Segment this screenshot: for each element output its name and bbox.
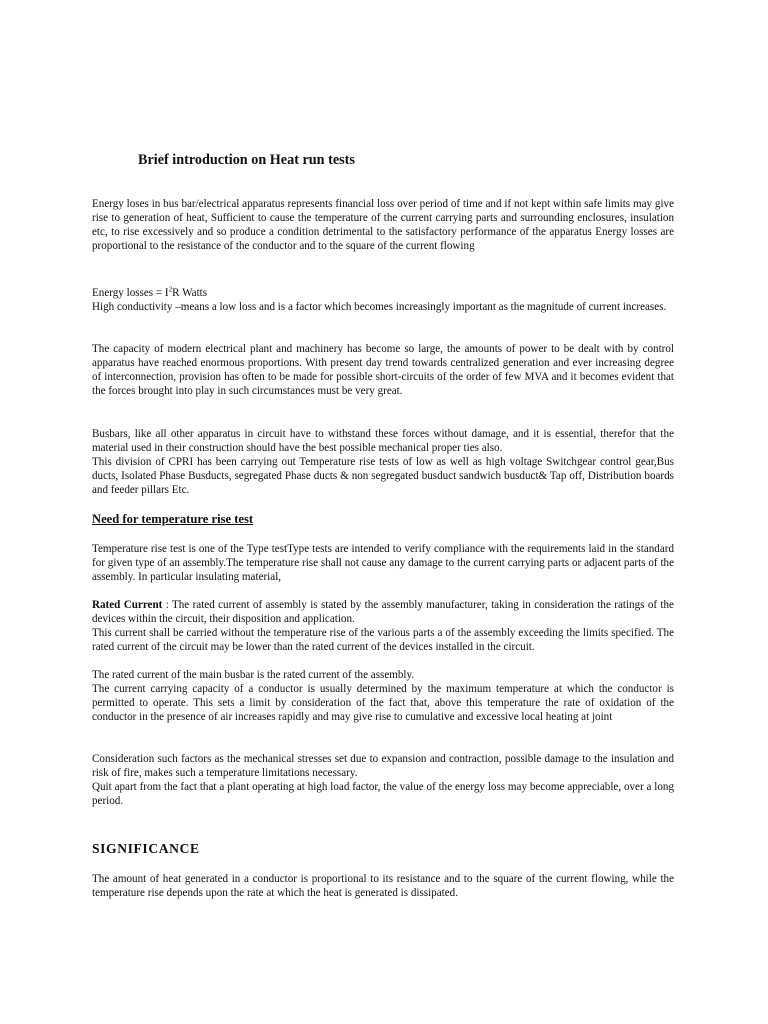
rated-current-paragraph-4: The current carrying capacity of a conductor is usually determined by the maximum temperature at which the conductor is permitted to operate. This sets a limit by consideration of the fact that, above this temperature the rate of oxidation of the conductor in the presence of air increases rapidly and may give rise to cumulative and excessive local heating at joint (92, 683, 674, 723)
quit-paragraph: Quit apart from the fact that a plant operating at high load factor, the value of the energy loss may become appreciable, over a long period. (92, 781, 674, 807)
rated-current-text: : The rated current of assembly is stated by the assembly manufacturer, taking in consideration the ratings of the devices within the circuit, their disposition and application. (92, 599, 674, 625)
intro-paragraph: Energy loses in bus bar/electrical apparatus represents financial loss over period of time and if not kept within safe limits may give rise to generation of heat, Sufficient to cause the temperature of the current carrying parts and surrounding enclosures, insulation etc, to rise excessively and so produce a condition detrimental to the satisfactory performance of the apparatus Energy losses are proportional to the resistance of the conductor and to the square of the current flowing (92, 198, 674, 252)
need-paragraph: Temperature rise test is one of the Type testType tests are intended to verify compliance with the requirements laid in the standard for given type of an assembly.The temperature rise shall not cause any damage to the current carrying parts or adjacent parts of the assembly. In particular insulating material, (92, 543, 674, 583)
rated-current-paragraph-3: The rated current of the main busbar is the rated current of the assembly. (92, 669, 415, 681)
rated-current-paragraph-2: This current shall be carried without the temperature rise of the various parts a of the assembly exceeding the limits specified. The rated current of the circuit may be lower than the rated current of the devices installed in the circuit. (92, 627, 674, 653)
high-conductivity-paragraph: High conductivity –means a low loss and is a factor which becomes increasingly important as the magnitude of current increases. (92, 301, 667, 313)
significance-paragraph: The amount of heat generated in a conductor is proportional to its resistance and to the square of the current flowing, while the temperature rise depends upon the rate at which the heat is generated is dissipated. (92, 873, 674, 899)
document-title: Brief introduction on Heat run tests (138, 152, 355, 168)
rated-current-paragraph (92, 598, 674, 626)
energy-losses-exponent: 2 (168, 285, 173, 294)
rated-current-label: Rated Current (92, 599, 163, 611)
energy-losses-formula (92, 286, 674, 300)
capacity-paragraph: The capacity of modern electrical plant and machinery has become so large, the amounts of power to be dealt with by control apparatus have reached enormous proportions. With present day trend towards centralized generation and ever increasing degree of interconnection, provision has often to be made for possible short-circuits of the order of few MVA and it becomes evident that the forces brought into play in such circumstances must be very great. (92, 343, 674, 397)
energy-losses-suffix: R Watts (172, 287, 208, 299)
cpri-paragraph: This division of CPRI has been carrying out Temperature rise tests of low as well as high voltage Switchgear control gear,Bus ducts, Isolated Phase Busducts, segregated Phase ducts & non segregated busduct sandwich busduct& Tap off, Distribution boards and feeder pillars Etc. (92, 456, 674, 496)
consideration-paragraph: Consideration such factors as the mechanical stresses set due to expansion and contraction, possible damage to the insulation and risk of fire, makes such a temperature limitations necessary. (92, 753, 674, 779)
need-heading: Need for temperature rise test (92, 512, 254, 526)
busbars-paragraph: Busbars, like all other apparatus in circuit have to withstand these forces without damage, and it is essential, therefor that the material used in their construction should have the best possible mechanical proper ties also. (92, 428, 674, 454)
significance-heading: SIGNIFICANCE (92, 841, 200, 856)
energy-losses-prefix: Energy losses = I (92, 287, 169, 299)
